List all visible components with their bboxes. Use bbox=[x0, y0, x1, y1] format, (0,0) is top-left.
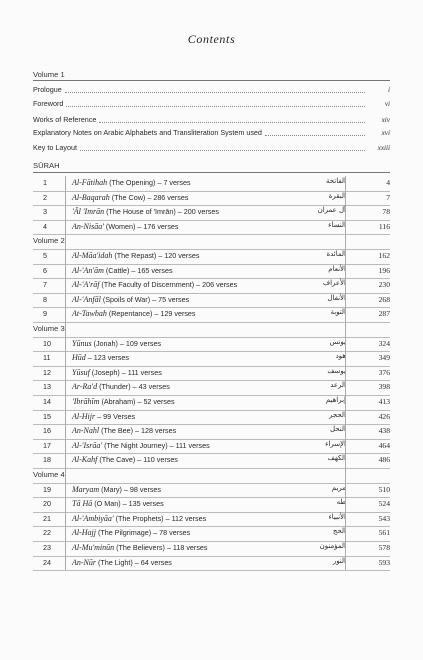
surah-number: 14 bbox=[43, 397, 51, 406]
surah-number: 10 bbox=[43, 338, 51, 348]
surah-name bbox=[72, 382, 170, 391]
dot-leader bbox=[99, 116, 365, 123]
surah-page: 593 bbox=[378, 557, 390, 567]
surah-page: 561 bbox=[378, 528, 390, 538]
surah-row[interactable] bbox=[33, 410, 390, 424]
surah-page: 524 bbox=[378, 499, 390, 509]
toc-entry-label: Key to Layout bbox=[33, 143, 77, 152]
surah-arabic-name: التوبة bbox=[330, 308, 346, 317]
surah-name-transliteration: Yūnus bbox=[72, 338, 92, 348]
surah-page: 349 bbox=[378, 353, 390, 363]
surah-row[interactable] bbox=[33, 541, 390, 555]
surah-page: 116 bbox=[378, 221, 390, 231]
column-divider bbox=[65, 176, 66, 570]
surah-description: (The Opening) – 7 verses bbox=[107, 178, 191, 187]
surah-page: 324 bbox=[378, 338, 390, 348]
surah-page: 413 bbox=[378, 397, 390, 406]
surah-arabic-name: الكهف bbox=[327, 454, 346, 463]
surah-name-transliteration: Al-'An'ām bbox=[72, 265, 104, 275]
surah-row[interactable] bbox=[33, 191, 390, 205]
surah-row[interactable] bbox=[33, 380, 390, 394]
surah-arabic-name: النور bbox=[332, 556, 346, 565]
surah-number: 6 bbox=[43, 265, 47, 275]
surah-row[interactable] bbox=[33, 249, 390, 263]
surah-name bbox=[72, 426, 176, 435]
toc-entry-page: i bbox=[388, 85, 390, 94]
surah-description: (Women) – 176 verses bbox=[103, 221, 179, 231]
surah-heading: SŪRAH bbox=[33, 161, 60, 170]
toc-entry-label: Works of Reference bbox=[33, 115, 97, 124]
surah-name bbox=[72, 295, 189, 304]
surah-name bbox=[72, 368, 162, 377]
surah-row[interactable] bbox=[33, 512, 390, 526]
surah-description: (Joseph) – 111 verses bbox=[89, 367, 162, 377]
toc-entry[interactable] bbox=[33, 127, 390, 138]
surah-arabic-name: الإسراء bbox=[325, 439, 346, 448]
surah-page: 398 bbox=[378, 382, 390, 392]
surah-number: 15 bbox=[43, 411, 51, 421]
surah-page: 78 bbox=[382, 207, 390, 217]
surah-page: 426 bbox=[378, 411, 390, 421]
surah-number: 21 bbox=[43, 513, 51, 523]
row-divider bbox=[33, 570, 390, 571]
surah-description: (The Faculty of Discernment) – 206 verses bbox=[99, 280, 238, 290]
surah-arabic-name: الحجر bbox=[329, 410, 346, 419]
surah-row[interactable] bbox=[33, 351, 390, 365]
surah-arabic-name: طه bbox=[336, 498, 346, 507]
surah-row[interactable] bbox=[33, 453, 390, 467]
surah-name bbox=[72, 178, 191, 187]
dot-leader bbox=[66, 100, 365, 107]
surah-arabic-name: المائدة bbox=[326, 250, 346, 258]
surah-page: 543 bbox=[378, 513, 390, 523]
surah-name-transliteration: An-Nūr bbox=[72, 557, 96, 567]
surah-name bbox=[72, 455, 178, 464]
surah-name-transliteration: 'Ibrāhīm bbox=[72, 397, 100, 406]
surah-name-transliteration: Al-Hijr bbox=[72, 411, 96, 421]
toc-entry-label: Foreword bbox=[33, 99, 64, 108]
surah-row[interactable] bbox=[33, 293, 390, 307]
surah-name bbox=[72, 309, 196, 318]
surah-number: 12 bbox=[43, 367, 51, 377]
surah-arabic-name: المؤمنون bbox=[319, 542, 346, 550]
surah-number: 16 bbox=[43, 426, 51, 436]
surah-name-transliteration: Hūd bbox=[72, 353, 86, 363]
surah-arabic-name: يونس bbox=[329, 337, 346, 346]
surah-name bbox=[72, 222, 179, 231]
surah-description: (The Believers) – 118 verses bbox=[114, 543, 208, 552]
toc-entry-page: xvi bbox=[381, 128, 390, 137]
surah-description: (The Repast) – 120 verses bbox=[112, 251, 200, 260]
surah-arabic-name: إبراهيم bbox=[325, 396, 346, 404]
surah-name bbox=[72, 353, 129, 362]
surah-page: 287 bbox=[378, 309, 390, 319]
surah-number: 1 bbox=[43, 178, 47, 187]
toc-entry[interactable] bbox=[33, 142, 390, 153]
surah-row[interactable] bbox=[33, 526, 390, 540]
surah-description: (The Prophets) – 112 verses bbox=[113, 513, 207, 523]
toc-entry[interactable] bbox=[33, 114, 390, 125]
surah-page: 464 bbox=[378, 440, 390, 450]
surah-arabic-name: البقرة bbox=[328, 191, 346, 200]
surah-description: – 123 verses bbox=[85, 353, 129, 363]
surah-row[interactable] bbox=[33, 483, 390, 497]
surah-number: 8 bbox=[43, 294, 47, 304]
surah-description: (Thunder) – 43 verses bbox=[97, 382, 170, 392]
surah-number: 2 bbox=[43, 192, 47, 202]
surah-number: 5 bbox=[43, 251, 47, 260]
surah-description: (The Night Journey) – 111 verses bbox=[102, 440, 210, 450]
surah-description: (The Cow) – 286 verses bbox=[109, 192, 189, 202]
divider bbox=[33, 80, 390, 81]
surah-name bbox=[72, 499, 164, 508]
surah-page: 230 bbox=[378, 280, 390, 290]
surah-name bbox=[72, 514, 206, 523]
surah-name bbox=[72, 558, 172, 567]
surah-name bbox=[72, 280, 237, 289]
surah-name-transliteration: An-Nahl bbox=[72, 426, 100, 436]
toc-entry-label: Explanatory Notes on Arabic Alphabets and Transliteration System used bbox=[33, 128, 262, 137]
surah-arabic-name: الأنعام bbox=[328, 264, 346, 273]
volume-heading: Volume 1 bbox=[33, 70, 65, 79]
surah-name-transliteration: At-Tawbah bbox=[72, 309, 107, 319]
surah-page: 4 bbox=[386, 178, 390, 187]
surah-row[interactable] bbox=[33, 205, 390, 219]
surah-description: (Abraham) – 52 verses bbox=[99, 397, 175, 406]
surah-description: (Mary) – 98 verses bbox=[99, 484, 162, 494]
surah-description: (The House of 'Imrān) – 200 verses bbox=[104, 207, 219, 217]
surah-row[interactable] bbox=[33, 220, 390, 234]
surah-number: 22 bbox=[43, 528, 51, 538]
surah-name bbox=[72, 266, 173, 275]
dot-leader bbox=[265, 129, 365, 136]
surah-arabic-name: الأنفال bbox=[327, 293, 346, 302]
surah-page: 196 bbox=[378, 265, 390, 275]
surah-number: 3 bbox=[43, 207, 47, 217]
surah-row[interactable] bbox=[33, 424, 390, 438]
surah-description: (The Bee) – 128 verses bbox=[99, 426, 177, 436]
surah-arabic-name: الحج bbox=[332, 527, 346, 536]
surah-description: (Repentance) – 129 verses bbox=[106, 309, 196, 319]
surah-row[interactable] bbox=[33, 439, 390, 453]
row-divider bbox=[33, 234, 390, 235]
surah-arabic-name: آل عمران bbox=[317, 206, 346, 215]
surah-name-transliteration: Tā Hā bbox=[72, 499, 93, 509]
surah-row[interactable] bbox=[33, 278, 390, 292]
surah-description: (Cattle) – 165 verses bbox=[103, 265, 173, 275]
surah-name-transliteration: Al-Baqarah bbox=[72, 192, 110, 202]
surah-number: 11 bbox=[43, 353, 51, 363]
surah-name bbox=[72, 193, 188, 202]
surah-page: 268 bbox=[378, 294, 390, 304]
surah-arabic-name: الأنبياء bbox=[328, 512, 346, 521]
surah-arabic-name: النحل bbox=[329, 425, 346, 434]
toc-entry[interactable] bbox=[33, 98, 390, 109]
surah-description: (Spoils of War) – 75 verses bbox=[100, 294, 190, 304]
surah-name-transliteration: Al-'Isrāa' bbox=[72, 440, 103, 450]
surah-name bbox=[72, 485, 161, 494]
surah-row[interactable] bbox=[33, 337, 390, 351]
dot-leader bbox=[65, 86, 365, 93]
toc-entry-page: xiv bbox=[381, 115, 390, 124]
page-title: Contents bbox=[187, 32, 236, 46]
surah-number: 4 bbox=[43, 221, 47, 231]
surah-name-transliteration: Al-'Ambiyāa' bbox=[72, 513, 114, 523]
surah-row[interactable] bbox=[33, 264, 390, 278]
surah-number: 24 bbox=[43, 557, 51, 567]
surah-description: – 99 Verses bbox=[95, 411, 136, 421]
surah-name-transliteration: Ar-Ra'd bbox=[72, 382, 98, 392]
surah-description: (The Cave) – 110 verses bbox=[97, 455, 178, 465]
surah-name bbox=[72, 543, 208, 552]
surah-page: 376 bbox=[378, 367, 390, 377]
surah-name-transliteration: Al-Māa'idah bbox=[72, 251, 113, 260]
surah-name bbox=[72, 397, 175, 406]
surah-number: 18 bbox=[43, 455, 51, 465]
volume-heading: Volume 3 bbox=[33, 324, 65, 333]
surah-name bbox=[72, 441, 210, 450]
surah-description: (O Man) – 135 verses bbox=[92, 499, 164, 509]
toc-entry-label: Prologue bbox=[33, 85, 62, 94]
toc-entry-page: xxiii bbox=[377, 143, 390, 152]
surah-row[interactable] bbox=[33, 366, 390, 380]
row-divider bbox=[33, 468, 390, 469]
surah-name-transliteration: 'Āl 'Imrān bbox=[72, 207, 105, 217]
surah-name-transliteration: Al-'A'rāf bbox=[72, 280, 100, 290]
surah-page: 510 bbox=[378, 484, 390, 494]
row-divider bbox=[33, 322, 390, 323]
volume-heading: Volume 2 bbox=[33, 236, 65, 246]
dot-leader bbox=[80, 144, 365, 151]
surah-number: 7 bbox=[43, 280, 47, 290]
surah-row[interactable] bbox=[33, 556, 390, 570]
surah-arabic-name: هود bbox=[335, 352, 346, 361]
surah-arabic-name: الرعد bbox=[330, 381, 346, 390]
surah-arabic-name: الأعراف bbox=[322, 279, 346, 288]
surah-description: (Jonah) – 109 verses bbox=[91, 338, 162, 348]
surah-name-transliteration: Maryam bbox=[72, 484, 100, 494]
surah-name-transliteration: Al-Mu'minūn bbox=[72, 543, 115, 552]
surah-row[interactable] bbox=[33, 307, 390, 321]
surah-page: 7 bbox=[386, 192, 390, 202]
surah-number: 23 bbox=[43, 543, 51, 552]
column-divider bbox=[345, 176, 346, 570]
toc-entry-page: vi bbox=[384, 99, 390, 108]
surah-number: 13 bbox=[43, 382, 51, 392]
surah-row[interactable] bbox=[33, 497, 390, 511]
volume-heading: Volume 4 bbox=[33, 470, 65, 479]
surah-name-transliteration: An-Nisāa' bbox=[72, 221, 104, 231]
surah-number: 9 bbox=[43, 309, 47, 319]
surah-name-transliteration: Yūsuf bbox=[72, 367, 90, 377]
surah-name bbox=[72, 412, 135, 421]
surah-page: 578 bbox=[378, 543, 390, 552]
surah-name bbox=[72, 251, 199, 260]
surah-arabic-name: النساء bbox=[328, 220, 346, 229]
surah-arabic-name: الفاتحة bbox=[326, 177, 346, 185]
surah-number: 20 bbox=[43, 499, 51, 509]
surah-number: 17 bbox=[43, 440, 51, 450]
surah-description: (The Light) – 64 verses bbox=[96, 557, 172, 567]
surah-number: 19 bbox=[43, 484, 51, 494]
surah-page: 486 bbox=[378, 455, 390, 465]
divider bbox=[33, 172, 390, 173]
surah-page: 438 bbox=[378, 426, 390, 436]
surah-name-transliteration: Al-'Anfāl bbox=[72, 294, 101, 304]
surah-name-transliteration: Al-Hajj bbox=[72, 528, 96, 538]
toc-entry[interactable] bbox=[33, 84, 390, 95]
surah-row[interactable] bbox=[33, 176, 390, 190]
surah-arabic-name: مريم bbox=[331, 483, 346, 492]
surah-name bbox=[72, 207, 219, 216]
surah-name-transliteration: Al-Kahf bbox=[72, 455, 98, 465]
surah-arabic-name: يوسف bbox=[327, 366, 346, 375]
surah-row[interactable] bbox=[33, 395, 390, 409]
surah-name bbox=[72, 528, 190, 537]
surah-name bbox=[72, 339, 161, 348]
surah-name-transliteration: Al-Fātihah bbox=[72, 178, 108, 187]
surah-description: (The Pilgrimage) – 78 verses bbox=[96, 528, 191, 538]
surah-page: 162 bbox=[378, 251, 390, 260]
